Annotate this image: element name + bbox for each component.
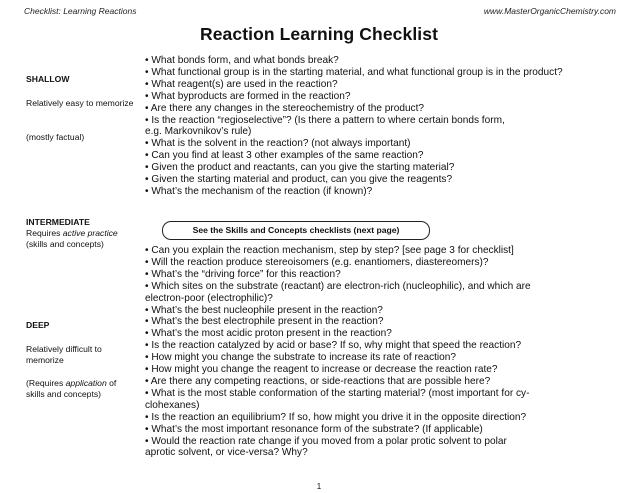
page-title: Reaction Learning Checklist [199, 24, 439, 44]
checklist-item: • Given the starting material and product, can you give the reagents? [145, 174, 453, 186]
deep-checklist [145, 245, 625, 459]
checklist-item: • Given the product and reactants, can you give the starting material? [145, 162, 455, 174]
intermediate-desc-prefix: Requires [26, 228, 63, 238]
intermediate-note: (skills and concepts) [26, 239, 104, 249]
checklist-item: • What bonds form, and what bonds break? [145, 55, 339, 66]
checklist-item: • Can you find at least 3 other examples of the same reaction? [145, 150, 424, 162]
header-left-text: Checklist: Learning Reactions [24, 6, 137, 16]
checklist-item: • How might you change the reagent to increase or decrease the reaction rate? [145, 364, 498, 376]
checklist-item: • What’s the most acidic proton present in the reaction? [145, 328, 392, 340]
checklist-item: • What functional group is in the starting material, and what functional group is in the product? [145, 66, 563, 78]
checklist-item: • What’s the most important resonance form of the substrate? (If applicable) [145, 423, 483, 435]
intermediate-heading: INTERMEDIATE [26, 217, 90, 227]
checklist-item: • What’s the best nucleophile present in the reaction? [145, 304, 383, 316]
deep-note-prefix: (Requires [26, 378, 66, 388]
shallow-heading: SHALLOW [26, 74, 70, 84]
checklist-item: • What is the solvent in the reaction? (not always important) [145, 138, 411, 150]
deep-note-suffix: of skills and concepts) [26, 378, 117, 399]
checklist-item: • What byproducts are formed in the reaction? [145, 90, 351, 102]
checklist-item: • Are there any competing reactions, or side-reactions that are possible here? [145, 375, 491, 387]
checklist-item: e.g. Markovnikov’s rule) [145, 126, 252, 138]
deep-note-emphasis: application [65, 378, 107, 388]
shallow-note: (mostly factual) [26, 132, 85, 142]
checklist-item: • What reagent(s) are used in the reaction? [145, 78, 338, 90]
checklist-item: electron-poor (electrophilic)? [145, 292, 273, 304]
checklist-item: • What’s the mechanism of the reaction (if known)? [145, 185, 373, 197]
checklist-item: • Is the reaction an equilibrium? If so, how might you drive it in the opposite direction? [145, 411, 527, 423]
deep-label-block [26, 320, 136, 331]
page-number: 1 [316, 482, 322, 491]
checklist-item: • Will the reaction produce stereoisomers (e.g. enantiomers, diastereomers)? [145, 256, 489, 268]
checklist-item: • How might you change the substrate to increase its rate of reaction? [145, 352, 456, 364]
checklist-item: • Which sites on the substrate (reactant) are electron-rich (nucleophilic), and which are [145, 280, 531, 292]
checklist-item: aprotic solvent, or vice-versa? Why? [145, 447, 308, 459]
deep-heading: DEEP [26, 320, 50, 330]
shallow-label-block [26, 74, 136, 85]
checklist-item: • Are there any changes in the stereochemistry of the product? [145, 102, 425, 114]
shallow-description: Relatively easy to memorize [26, 98, 134, 108]
header-website: www.MasterOrganicChemistry.com [483, 6, 616, 16]
checklist-item: • Would the reaction rate change if you moved from a polar protic solvent to polar [145, 435, 507, 447]
checklist-item: • Is the reaction catalyzed by acid or base? If so, why might that speed the reaction? [145, 340, 522, 352]
intermediate-desc-emphasis: active practice [62, 228, 118, 238]
checklist-item: • What’s the best electrophile present in the reaction? [145, 316, 384, 328]
intermediate-label-block [26, 217, 136, 250]
checklist-item: • Is the reaction “regioselective”? (Is there a pattern to where certain bonds form, [145, 114, 505, 126]
deep-note [26, 378, 136, 400]
checklist-item: • What is the most stable conformation of the starting material? (most important for cy- [145, 387, 530, 399]
checklist-item: clohexanes) [145, 399, 200, 411]
checklist-item: • Can you explain the reaction mechanism, step by step? [see page 3 for checklist] [145, 245, 514, 256]
checklist-item: • What’s the “driving force” for this reaction? [145, 268, 341, 280]
shallow-checklist [145, 55, 625, 198]
deep-description: Relatively difficult to memorize [26, 344, 102, 365]
skills-concepts-callout: See the Skills and Concepts checklists (next page) [162, 221, 430, 240]
